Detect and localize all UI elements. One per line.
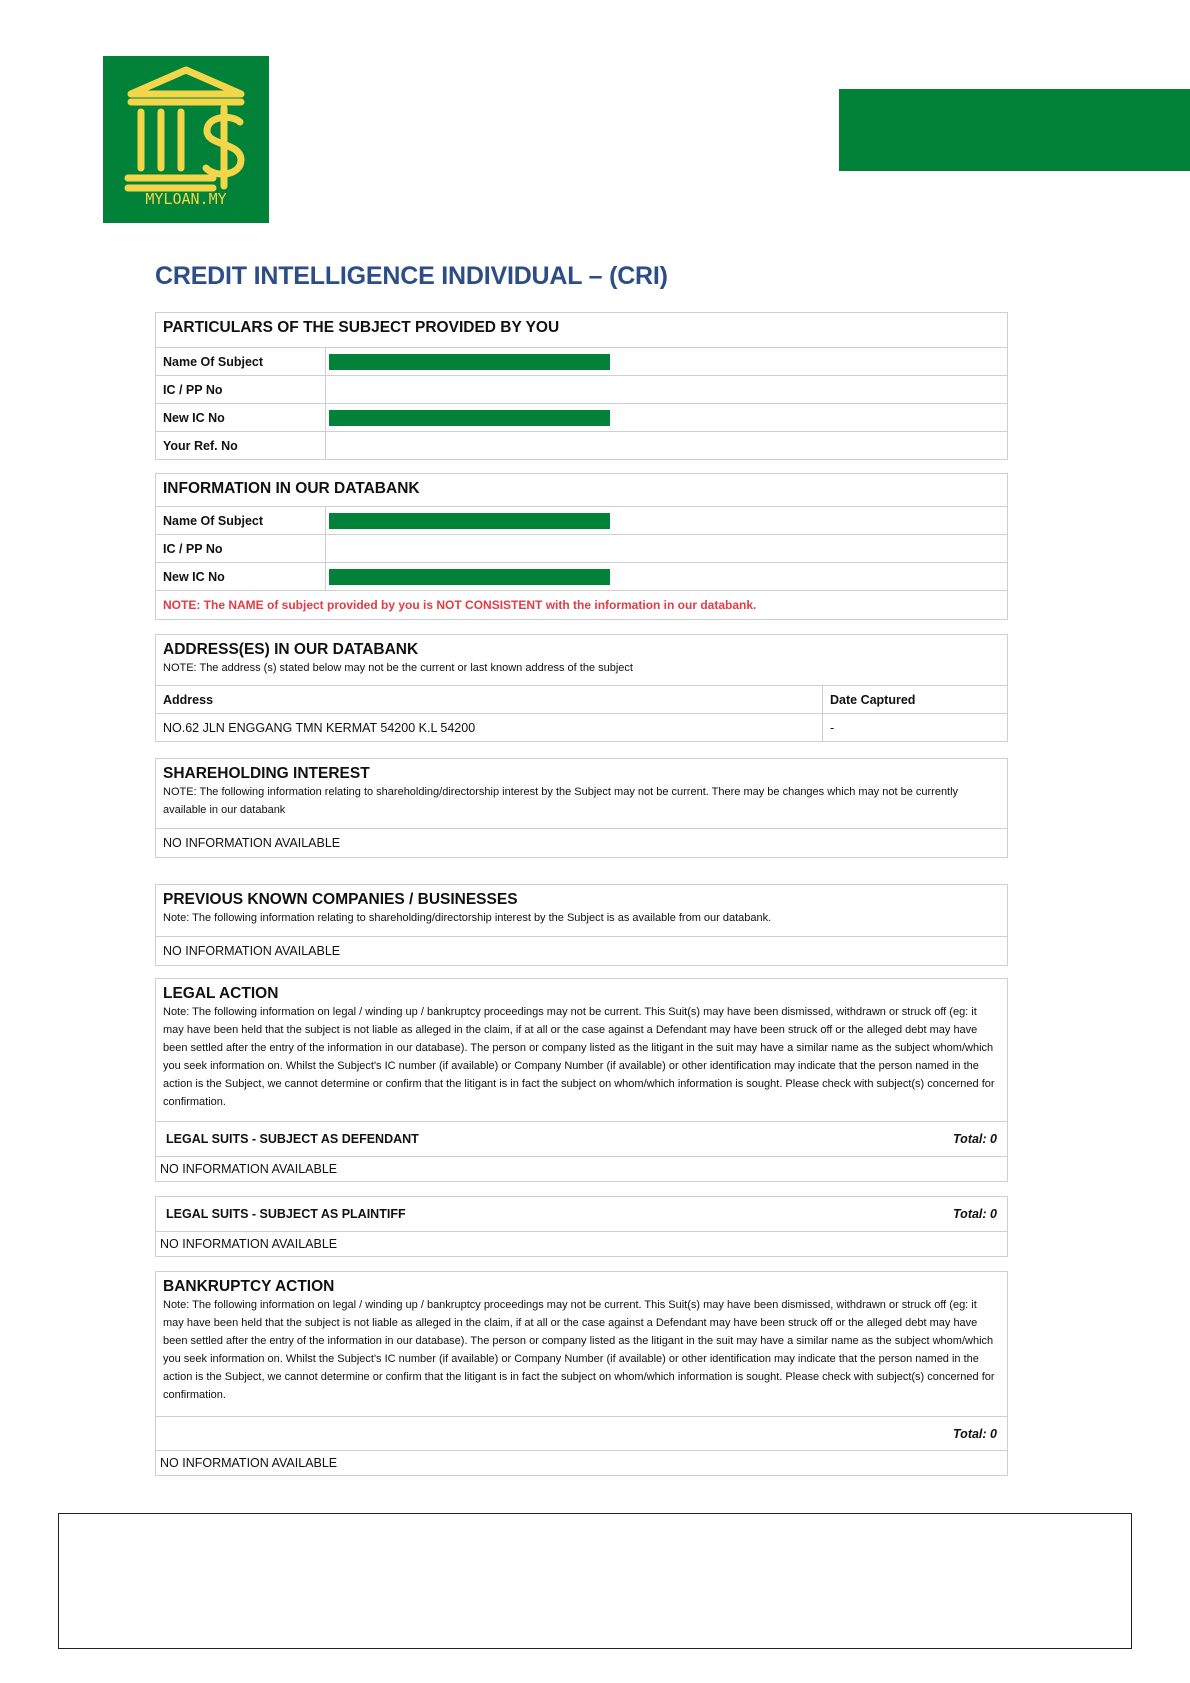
section-title: INFORMATION IN OUR DATABANK: [163, 480, 420, 497]
column-header-date: Date Captured: [830, 692, 916, 707]
section-header: [156, 759, 1007, 828]
field-row: [156, 562, 1007, 590]
date-captured-cell: -: [830, 720, 835, 735]
section-header: [156, 979, 1007, 1121]
field-label: Your Ref. No: [156, 432, 326, 459]
field-value: [326, 404, 1007, 431]
bankruptcy-total-row: [156, 1416, 1007, 1450]
no-information-text: NO INFORMATION AVAILABLE: [160, 1237, 338, 1251]
redaction-bar: [329, 354, 610, 370]
field-row: [156, 431, 1007, 459]
field-value: [326, 376, 1007, 403]
content-row: [156, 1156, 1007, 1181]
content-row: [156, 936, 1007, 965]
no-information-text: NO INFORMATION AVAILABLE: [163, 836, 341, 850]
content-row: [156, 828, 1007, 857]
field-row: [156, 534, 1007, 562]
inconsistency-note-row: [156, 590, 1007, 619]
header-banner: [839, 89, 1190, 171]
section-title: LEGAL ACTION: [163, 985, 279, 1002]
content-row: [156, 1450, 1007, 1475]
section-note: NOTE: The following information relating to shareholding/directorship interest by the Subject may not be current. There may be changes which may not be currently available in our databank: [163, 786, 959, 816]
section-note: Note: The following information on legal / winding up / bankruptcy proceedings may not be current. This Suit(s) may have been dismissed, withdrawn or struck off (eg: it may have been held that the subject is not liable as alleged in the claim, if at all or the case against a Defendant may have been struck off or the alleged debt may have been settled after the entry of the information in our database). The person or company listed as the litigant in the suit may have a similar name as the subject whom/which you seek information on. Whilst the Subject's IC number (if available) or Company Number (if available) or other identification may indicate that the person named in the action is the Subject, we cannot determine or confirm that the litigant is in fact the subject on whom/which information is sought. Please check with subject(s) concerned for confirmation.: [163, 1006, 995, 1108]
field-row: [156, 506, 1007, 534]
section-title: PARTICULARS OF THE SUBJECT PROVIDED BY YOU: [163, 319, 560, 336]
plaintiff-suits-label: LEGAL SUITS - SUBJECT AS PLAINTIFF: [166, 1207, 406, 1221]
field-value: [326, 563, 1007, 590]
field-value: [326, 535, 1007, 562]
section-header: [156, 474, 1007, 506]
column-header-address: Address: [156, 686, 823, 713]
section-header: [156, 635, 1007, 685]
field-row: [156, 375, 1007, 403]
address-cell: NO.62 JLN ENGGANG TMN KERMAT 54200 K.L 54200: [156, 714, 823, 741]
field-row: [156, 347, 1007, 375]
field-value: [326, 507, 1007, 534]
field-row: [156, 403, 1007, 431]
no-information-text: NO INFORMATION AVAILABLE: [163, 944, 341, 958]
table-header-row: [156, 685, 1007, 713]
content-row: [156, 1231, 1007, 1256]
previous-companies-section: [155, 884, 1008, 966]
section-note: Note: The following information on legal / winding up / bankruptcy proceedings may not be current. This Suit(s) may have been dismissed, withdrawn or struck off (eg: it may have been held that the subject is not liable as alleged in the claim, if at all or the case against a Defendant may have been struck off or the alleged debt may have been settled after the entry of the information in our database). The person or company listed as the litigant in the suit may have a similar name as the subject whom/which you seek information on. Whilst the Subject's IC number (if available) or Company Number (if available) or other identification may indicate that the person named in the action is the Subject, we cannot determine or confirm that the litigant is in fact the subject on whom/which information is sought. Please check with subject(s) concerned for confirmation.: [163, 1299, 995, 1401]
section-header: [156, 885, 1007, 936]
field-value: [326, 432, 1007, 459]
section-header: [156, 313, 1007, 347]
section-title: SHAREHOLDING INTEREST: [163, 765, 370, 782]
bankruptcy-total: Total: 0: [953, 1426, 997, 1441]
field-label: IC / PP No: [156, 535, 326, 562]
plaintiff-suits-row: [156, 1197, 1007, 1231]
particulars-section: [155, 312, 1008, 460]
section-title: PREVIOUS KNOWN COMPANIES / BUSINESSES: [163, 891, 518, 908]
databank-section: [155, 473, 1008, 620]
defendant-total: Total: 0: [953, 1132, 997, 1146]
myloan-logo: [103, 56, 269, 223]
section-note: NOTE: The address (s) stated below may not be the current or last known address of the subject: [163, 662, 633, 674]
field-label: New IC No: [156, 404, 326, 431]
shareholding-section: [155, 758, 1008, 858]
field-label: Name Of Subject: [156, 348, 326, 375]
section-title: ADDRESS(ES) IN OUR DATABANK: [163, 641, 419, 658]
field-label: New IC No: [156, 563, 326, 590]
no-information-text: NO INFORMATION AVAILABLE: [160, 1456, 338, 1470]
section-title: BANKRUPTCY ACTION: [163, 1278, 335, 1295]
redaction-bar: [329, 410, 610, 426]
section-note: Note: The following information relating to shareholding/directorship interest by the Subject is as available from our databank.: [163, 912, 772, 924]
logo-wordmark: MYLOAN.MY: [145, 190, 227, 208]
redaction-bar: [329, 513, 610, 529]
addresses-section: [155, 634, 1008, 742]
defendant-suits-row: [156, 1121, 1007, 1156]
plaintiff-total: Total: 0: [953, 1207, 997, 1221]
bank-dollar-icon: [103, 56, 269, 223]
defendant-suits-label: LEGAL SUITS - SUBJECT AS DEFENDANT: [166, 1132, 419, 1146]
field-label: Name Of Subject: [156, 507, 326, 534]
plaintiff-suits-section: [155, 1196, 1008, 1257]
legal-action-section: [155, 978, 1008, 1182]
no-information-text: NO INFORMATION AVAILABLE: [160, 1162, 338, 1176]
table-row: [156, 713, 1007, 741]
section-header: [156, 1272, 1007, 1416]
footer-box: [58, 1513, 1132, 1649]
inconsistency-warning: NOTE: The NAME of subject provided by you is NOT CONSISTENT with the information in our databank.: [163, 598, 757, 612]
field-label: IC / PP No: [156, 376, 326, 403]
field-value: [326, 348, 1007, 375]
page-title: CREDIT INTELLIGENCE INDIVIDUAL – (CRI): [155, 262, 668, 290]
redaction-bar: [329, 569, 610, 585]
bankruptcy-section: [155, 1271, 1008, 1476]
